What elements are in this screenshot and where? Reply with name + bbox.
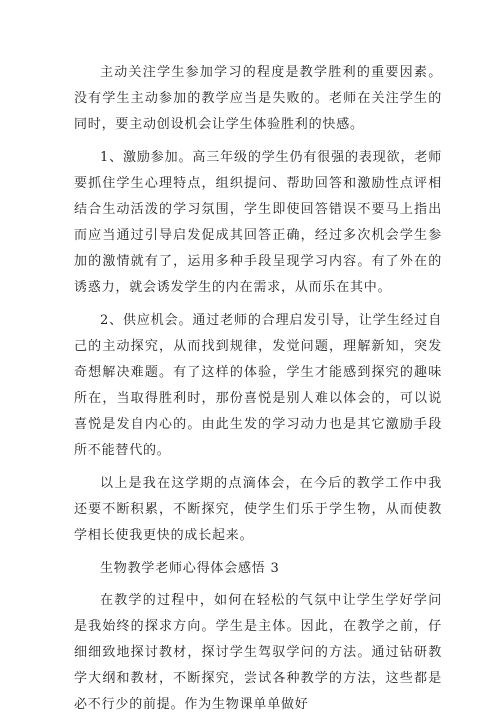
paragraph-intro: 主动关注学生参加学习的程度是教学胜利的重要因素。没有学生主动参加的教学应当是失败的。老师在关注学生的同时，要主动创设机会让学生体验胜利的快感。 (74, 65, 442, 132)
paragraph-provide-opportunity: 2、供应机会。通过老师的合理启发引导，让学生经过自己的主动探究，从而找到规律，发觉问题，理解新知，突发奇想解决难题。有了这样的体验，学生才能感到探究的趣味所在，当取得胜利时，那份喜悦是别人难以体会的，可以说喜悦是发自内心的。由此生发的学习动力也是其它激励手段所不能替代的。 (74, 313, 442, 458)
paragraph-conclusion: 以上是我在这学期的点滴体会，在今后的教学工作中我还要不断积累，不断探究，使学生们乐于学生物，从而使教学相长使我更快的成长起来。 (74, 476, 442, 543)
section-title: 生物教学老师心得体会感悟 3 (100, 561, 280, 576)
document-body (74, 60, 442, 725)
paragraph-encourage-participation: 1、激励参加。高三年级的学生仍有很强的表现欲，老师要抓住学生心理特点，组织提问、帮助回答和激励性点评相结合生动活泼的学习氛围，学生即使回答错误不要马上指出而应当通过引导启发促成其回答正确，经过多次机会学生参加的激情就有了，运用多种手段呈现学习内容。有了外在的诱惑力，就会诱发学生的内在需求，从而乐在其中。 (74, 150, 442, 295)
paragraph-section-3-body: 在教学的过程中，如何在轻松的气氛中让学生学好学问是我始终的探求方向。学生是主体。因此，在教学之前，仔细细致地探讨教材，探讨学生驾驭学问的方法。通过钻研教学大纲和教材，不断探究，尝试各种教学的方法，这些都是必不行少的前提。作为生物课单单做好 (74, 593, 442, 712)
